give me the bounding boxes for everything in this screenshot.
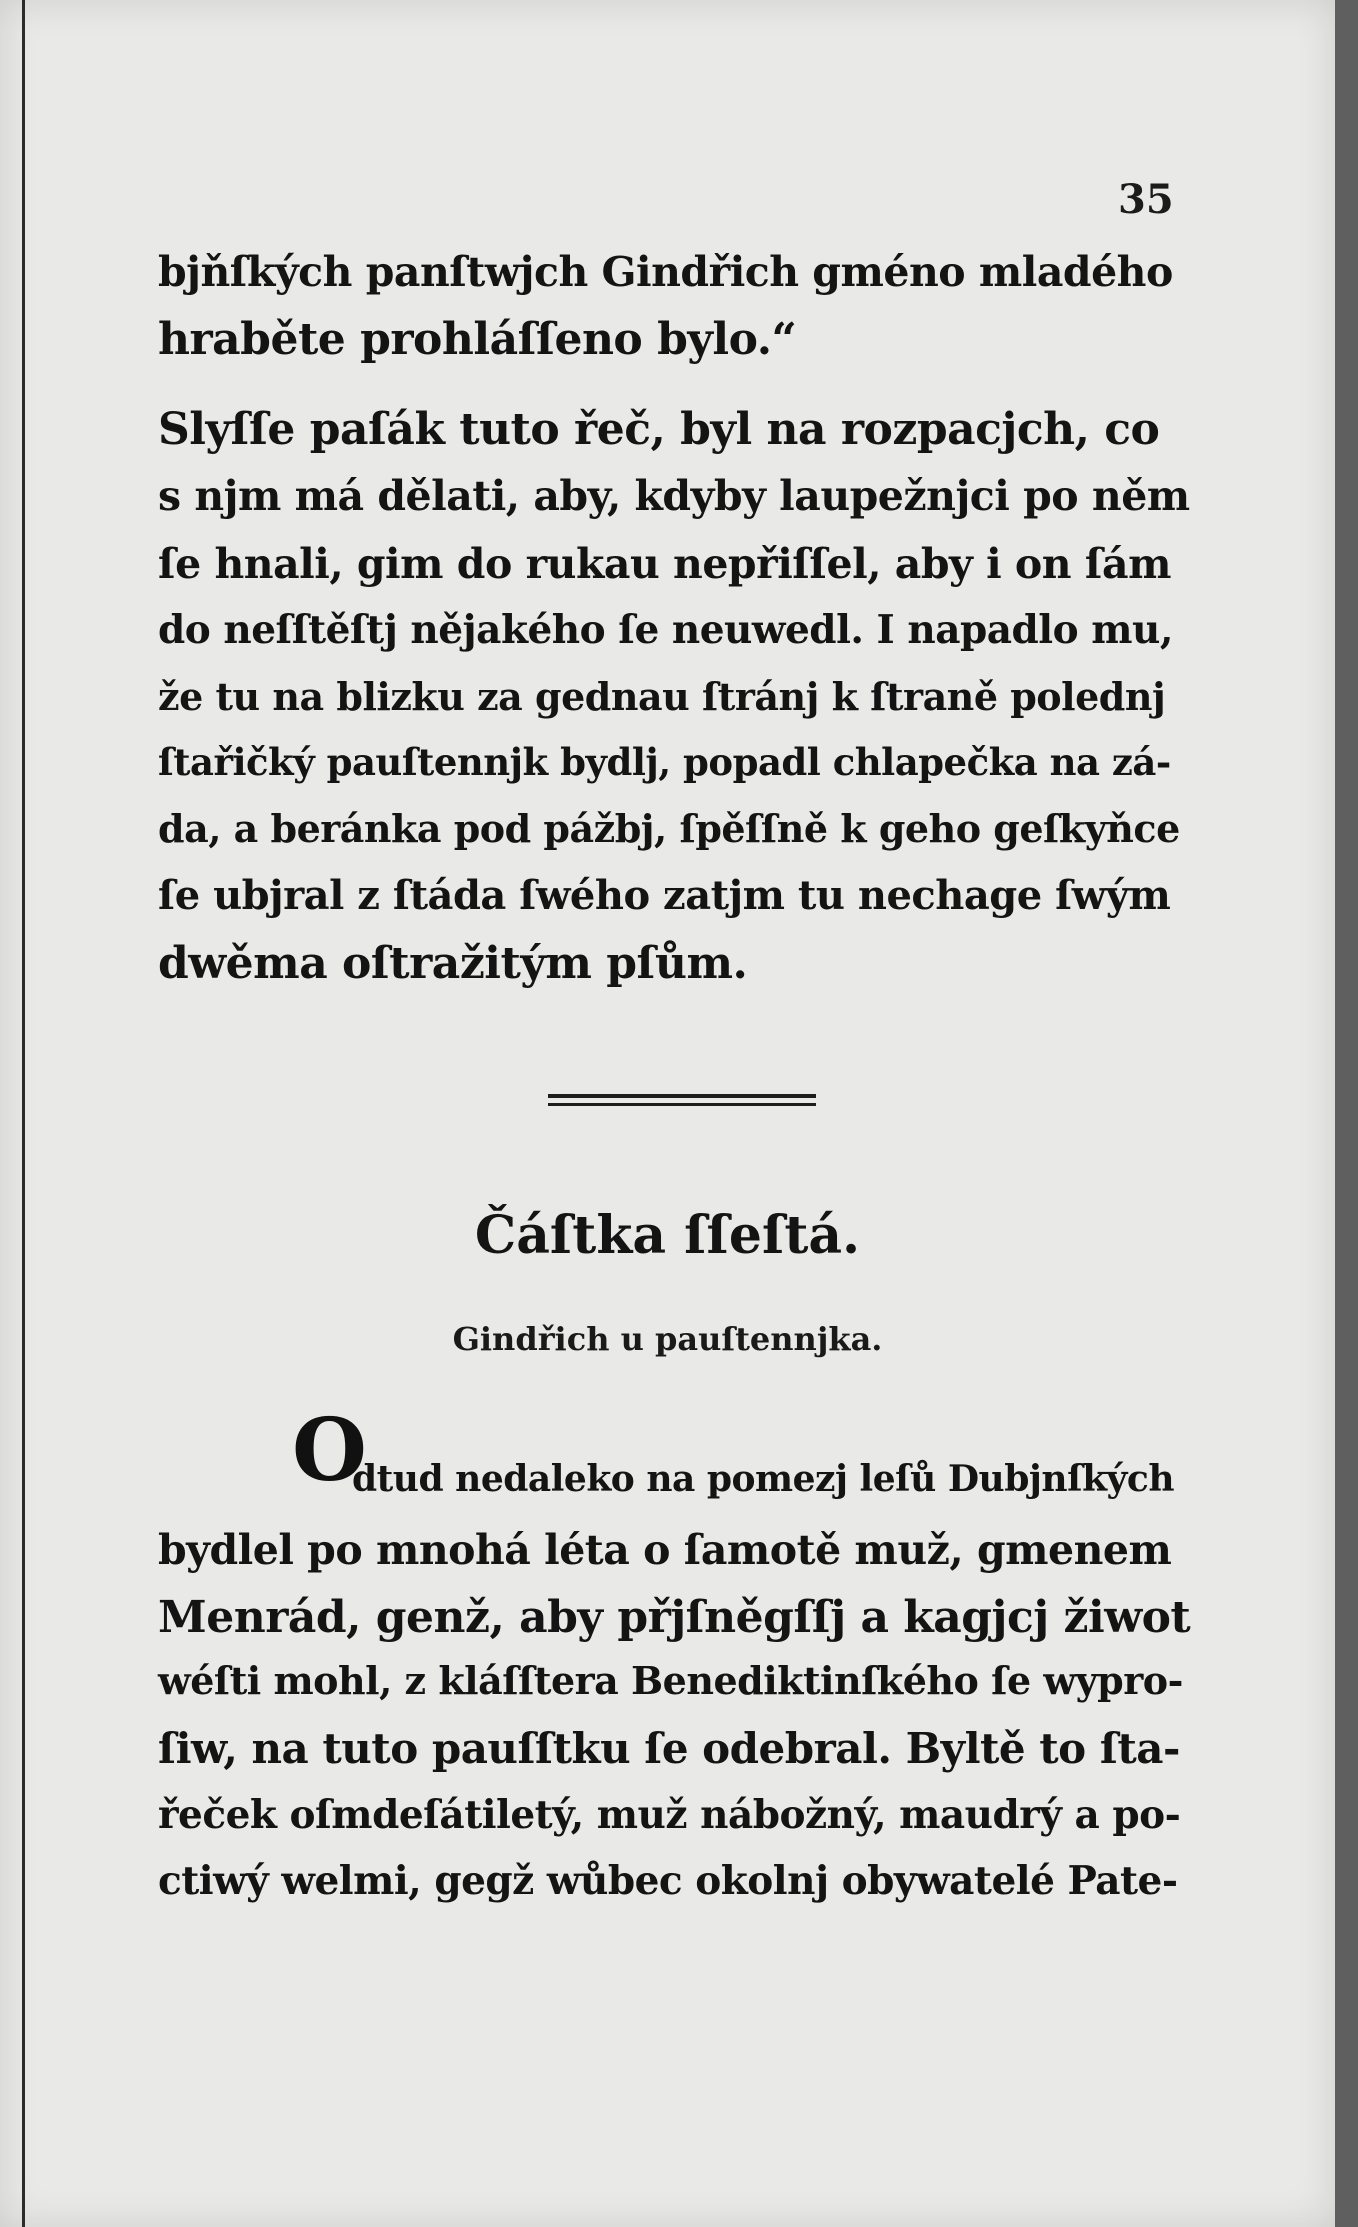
- section-divider: [548, 1094, 816, 1108]
- text-line: ctiwý welmi, gegž wůbec okolnj obywatelé Pate-: [158, 1858, 1178, 1904]
- text-line: Menrád, genž, aby přjſněgſſj a kagjcj žiwot: [158, 1592, 1191, 1643]
- page-left-edge: [22, 0, 25, 2227]
- page-number: 35: [1118, 176, 1174, 223]
- text-line: bydlel po mnohá léta o ſamotě muž, gmenem: [158, 1526, 1172, 1574]
- text-line: ſiw, na tuto pauſſtku ſe odebral. Byltě to ſta-: [158, 1724, 1180, 1773]
- text-line: ſe ubjral z ſtáda ſwého zatjm tu nechage ſwým: [158, 872, 1171, 919]
- text-line: da, a beránka pod pážbj, ſpěſſně k geho geſkyňce: [158, 806, 1180, 851]
- text-line: ſe hnali, gim do rukau nepřiſſel, aby i on ſám: [158, 540, 1171, 588]
- text-line: ſtařičký pauſtennjk bydlj, popadl chlapečka na zá-: [158, 740, 1171, 784]
- text-line: Slyſſe paſák tuto řeč, byl na rozpacjch, co: [158, 404, 1160, 455]
- text-line: bjňſkých panſtwjch Gindřich gméno mladého: [158, 248, 1173, 296]
- text-line: řeček oſmdeſátiletý, muž nábožný, maudrý a po-: [158, 1792, 1181, 1838]
- chapter-title: Čáſtka ſſeſtá.: [474, 1205, 861, 1266]
- scan-edge: [1335, 0, 1358, 2227]
- text-line: do neſſtěſtj nějakého ſe neuwedl. I napadlo mu,: [158, 607, 1173, 653]
- text-line: dwěma oſtražitým pſům.: [158, 938, 748, 989]
- drop-cap: O: [292, 1400, 367, 1501]
- text-line: že tu na blizku za gednau ſtránj k ſtraně polednj: [158, 674, 1166, 719]
- text-line: s njm má dělati, aby, kdyby laupežnjci po něm: [158, 472, 1190, 520]
- text-line: wéſti mohl, z kláſſtera Benediktinſkého ſe wypro-: [158, 1658, 1183, 1703]
- text-line: dtud nedaleko na pomezj leſů Dubjnſkých: [352, 1458, 1175, 1500]
- chapter-subtitle: Gindřich u pauſtennjka.: [452, 1320, 883, 1358]
- text-line: hraběte prohláſſeno bylo.“: [158, 314, 797, 365]
